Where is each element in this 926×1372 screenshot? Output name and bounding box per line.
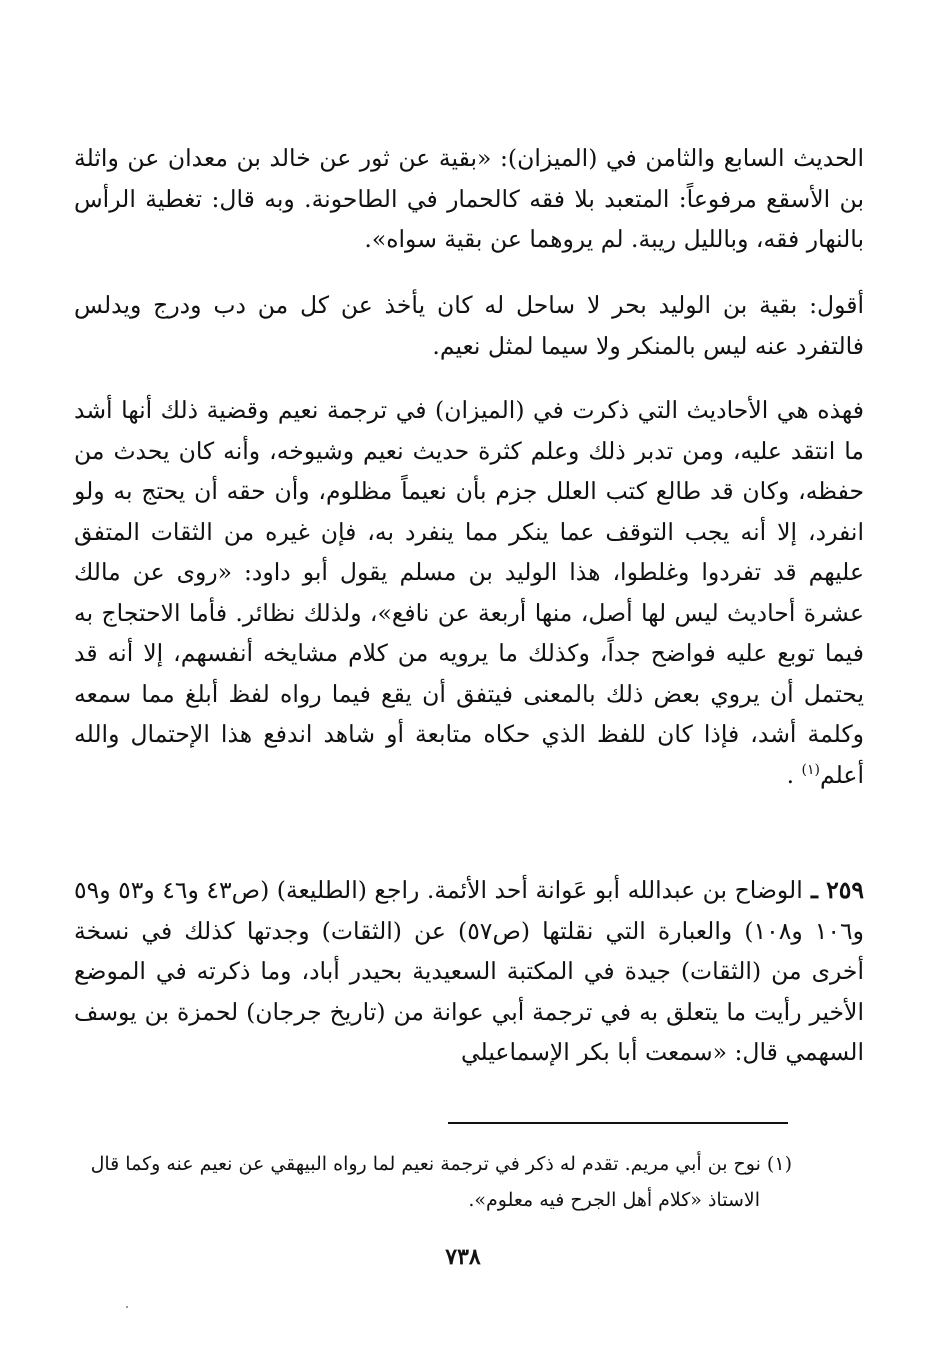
footnote-divider (448, 1122, 788, 1124)
paragraph-aqulu-baqiyya (74, 285, 864, 366)
footnote-1 (74, 1146, 792, 1218)
entry-dash: ـ (802, 876, 827, 904)
footnote-line-2: الاستاذ «كلام أهل الجرح فيه معلوم». (468, 1189, 760, 1211)
paragraph-ahadith-summary (74, 390, 864, 795)
footnote-marker[interactable]: (١) (801, 761, 821, 778)
page-number: ٧٣٨ (445, 1244, 481, 1270)
entry-259 (74, 870, 864, 1073)
paragraph-text: أقول: بقية بن الوليد بحر لا ساحل له كان يأخذ عن كل من دب ودرج ويدلس فالتفرد عنه ليس بالمنكر ولا سيما لمثل نعيم. (74, 291, 864, 360)
entry-number: ٢٥٩ (826, 876, 864, 904)
paragraph-hadith-seventh-eighth (74, 138, 864, 260)
paragraph-text: فهذه هي الأحاديث التي ذكرت في (الميزان) في ترجمة نعيم وقضية ذلك أنها أشد ما انتقد عليه، ومن تدبر ذلك وعلم كثرة حديث نعيم وشيوخه، وأنه كان يحدث من حفظه، وكان قد طالع كتب العلل جزم بأن نعيماً مظلوم، وأن حقه أن يحتج به ولو انفرد، إلا أنه يجب التوقف عما ينكر مما ينفرد به، فإن غيره من الثقات المتفق عليهم قد تفردوا وغلطوا، هذا الوليد بن مسلم يقول أبو داود: «روى عن مالك عشرة أحاديث ليس لها أصل، منها أربعة عن نافع»، ولذلك نظائر. فأما الاحتجاج به فيما توبع عليه فواضح جداً، وكذلك ما يرويه من كلام مشايخه أنفسهم، إلا أنه قد يحتمل أن يروي بعض ذلك بالمعنى فيتفق أن يقع فيما رواه لفظ أبلغ مما سمعه وكلمة أشد، فإذا كان للفظ الذي حكاه متابعة أو شاهد اندفع هذا الإحتمال والله أعلم (74, 396, 865, 789)
entry-text: الوضاح بن عبدالله أبو عَوانة أحد الأئمة. راجع (الطليعة) (ص٤٣ و٤٦ و٥٣ و٥٩ و١٠٦ و١٠٨) والعبارة التي نقلتها (ص٥٧) عن (الثقات) وجدتها كذلك في نسخة أخرى من (الثقات) جيدة في المكتبة السعيدية بحيدر أباد، وما ذكرته في الموضع الأخير رأيت ما يتعلق به في ترجمة أبي عوانة من (تاريخ جرجان) لحمزة بن يوسف السهمي قال: «سمعت أبا بكر الإسماعيلي (74, 876, 865, 1066)
footnote-line-1: (١) نوح بن أبي مريم. تقدم له ذكر في ترجمة نعيم لما رواه البيهقي عن نعيم عنه وكما قال (90, 1153, 792, 1175)
paragraph-text: الحديث السابع والثامن في (الميزان): «بقية عن ثور عن خالد بن معدان عن واثلة بن الأسقع مرفوعاً: المتعبد بلا فقه كالحمار في الطاحونة. وبه قال: تغطية الرأس بالنهار فقه، وبالليل ريبة. لم يروهما عن بقية سواه». (74, 144, 864, 253)
scan-speck (126, 1306, 128, 1308)
paragraph-end-period: . (786, 760, 795, 789)
